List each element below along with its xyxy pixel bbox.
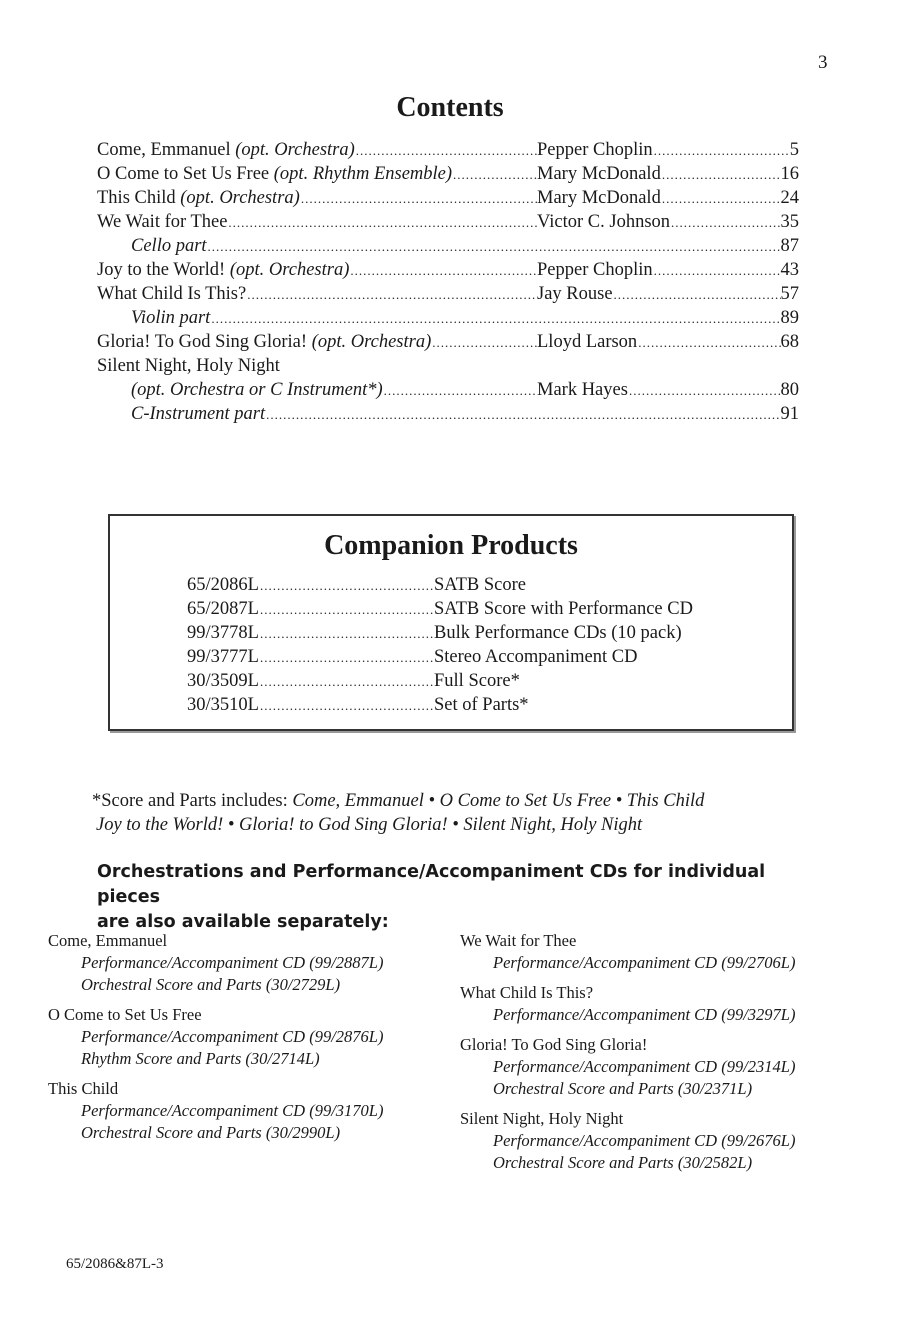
companion-code-cell xyxy=(187,671,434,692)
toc-composer-cell xyxy=(537,164,799,185)
separately-heading-line1: Orchestrations and Performance/Accompaniment CDs for individual pieces xyxy=(97,862,766,907)
companion-leader xyxy=(259,578,434,594)
separately-right-column xyxy=(460,930,880,1182)
separately-entry-item: Performance/Accompaniment CD (99/2314L) xyxy=(493,1057,796,1076)
toc-page-number: 35 xyxy=(780,212,799,232)
toc-title xyxy=(97,380,383,401)
companion-products-box xyxy=(108,514,794,731)
companion-desc: Set of Parts* xyxy=(434,695,529,715)
separately-entry xyxy=(48,1078,448,1144)
toc-row xyxy=(97,188,799,212)
toc-page-number: 16 xyxy=(780,164,799,184)
separately-entry xyxy=(460,1108,880,1174)
toc-composer: Mary McDonald xyxy=(537,188,661,208)
separately-entry-title: This Child xyxy=(48,1079,119,1098)
companion-code: 65/2087L xyxy=(187,599,259,619)
toc-title xyxy=(97,284,246,305)
toc-row xyxy=(97,380,799,404)
toc-title xyxy=(97,404,265,425)
toc-composer: Lloyd Larson xyxy=(537,332,638,352)
separately-entry-item: Orchestral Score and Parts (30/2371L) xyxy=(493,1079,753,1098)
companion-products-list xyxy=(187,575,747,719)
toc-title-text: Gloria! To God Sing Gloria! xyxy=(97,332,312,352)
toc-page-number: 24 xyxy=(780,188,799,208)
toc-composer: Mary McDonald xyxy=(537,164,661,184)
toc-row xyxy=(97,212,799,236)
separately-entry-title: Silent Night, Holy Night xyxy=(460,1109,624,1128)
separately-entry-title: We Wait for Thee xyxy=(460,931,577,950)
separately-entry-item: Performance/Accompaniment CD (99/2676L) xyxy=(493,1131,796,1150)
companion-desc: Full Score* xyxy=(434,671,520,691)
toc-leader xyxy=(300,191,537,207)
separately-entry-title: What Child Is This? xyxy=(460,983,594,1002)
toc-title-cell xyxy=(97,188,537,209)
separately-heading-line2: are also available separately: xyxy=(97,912,389,932)
toc-title-text: Come, Emmanuel xyxy=(97,140,236,160)
separately-entry-item: Orchestral Score and Parts (30/2729L) xyxy=(81,975,341,994)
toc-leader xyxy=(653,143,790,159)
score-parts-note xyxy=(92,789,704,837)
toc-title-italic: C-Instrument part xyxy=(131,404,266,424)
toc-title-italic: (opt. Orchestra) xyxy=(235,140,355,160)
companion-row xyxy=(187,575,747,599)
toc-title-text: Silent Night, Holy Night xyxy=(97,356,280,376)
toc-page-number: 91 xyxy=(780,404,799,424)
companion-code: 30/3510L xyxy=(187,695,259,715)
toc-leader xyxy=(227,215,537,231)
toc-composer-cell xyxy=(537,212,799,233)
companion-row xyxy=(187,647,747,671)
toc-leader xyxy=(431,335,537,351)
separately-entry xyxy=(460,930,880,974)
toc-title xyxy=(97,332,431,353)
page-number: 3 xyxy=(818,52,828,73)
companion-code: 30/3509L xyxy=(187,671,259,691)
separately-entry-item: Performance/Accompaniment CD (99/3297L) xyxy=(493,1005,796,1024)
toc-row xyxy=(97,332,799,356)
companion-code: 65/2086L xyxy=(187,575,259,595)
toc-page-number: 68 xyxy=(780,332,799,352)
toc-title xyxy=(97,140,355,161)
separately-entry-item: Performance/Accompaniment CD (99/2887L) xyxy=(81,953,384,972)
toc-leader xyxy=(452,167,537,183)
separately-entry-item: Rhythm Score and Parts (30/2714L) xyxy=(81,1049,320,1068)
companion-code-cell xyxy=(187,647,434,668)
toc-title-text: We Wait for Thee xyxy=(97,212,228,232)
toc-title-cell xyxy=(97,284,537,305)
companion-row xyxy=(187,599,747,623)
separately-left-column xyxy=(48,930,448,1152)
toc-title-italic: (opt. Orchestra) xyxy=(311,332,432,352)
separately-entry xyxy=(460,1034,880,1100)
toc-composer: Jay Rouse xyxy=(537,284,613,304)
companion-code: 99/3778L xyxy=(187,623,259,643)
companion-leader xyxy=(259,626,434,642)
toc-row xyxy=(97,164,799,188)
companion-code-cell xyxy=(187,695,434,716)
separately-heading xyxy=(97,860,817,935)
separately-entry-item: Orchestral Score and Parts (30/2990L) xyxy=(81,1123,341,1142)
toc-title-text: O Come to Set Us Free xyxy=(97,164,274,184)
toc-title-cell xyxy=(97,308,799,329)
toc-composer-cell xyxy=(537,260,799,281)
toc-composer: Mark Hayes xyxy=(537,380,628,400)
note-prefix: *Score and Parts includes: xyxy=(92,791,293,811)
companion-products-title: Companion Products xyxy=(324,530,578,561)
toc-leader xyxy=(628,383,781,399)
companion-desc: SATB Score with Performance CD xyxy=(434,599,693,619)
toc-title xyxy=(97,356,280,377)
toc-title-cell xyxy=(97,332,537,353)
toc-title-italic: (opt. Orchestra) xyxy=(180,188,300,208)
separately-entry xyxy=(48,930,448,996)
toc-composer: Pepper Choplin xyxy=(537,140,653,160)
toc-leader xyxy=(653,263,781,279)
separately-entry xyxy=(48,1004,448,1070)
toc-leader xyxy=(207,239,781,255)
toc-composer-cell xyxy=(537,380,799,401)
toc-leader xyxy=(613,287,781,303)
toc-composer: Victor C. Johnson xyxy=(537,212,671,232)
toc-title-cell xyxy=(97,380,537,401)
toc-leader xyxy=(383,383,537,399)
toc-leader xyxy=(349,263,537,279)
toc-title xyxy=(97,236,207,257)
toc-leader xyxy=(246,287,537,303)
companion-desc: SATB Score xyxy=(434,575,526,595)
companion-code-cell xyxy=(187,599,434,620)
companion-leader xyxy=(259,674,434,690)
toc-title xyxy=(97,308,210,329)
toc-title xyxy=(97,188,300,209)
toc-title xyxy=(97,260,349,281)
toc-page-number: 89 xyxy=(780,308,799,328)
toc-title-text: Joy to the World! xyxy=(97,260,230,280)
toc-page-number: 80 xyxy=(780,380,799,400)
toc-leader xyxy=(355,143,537,159)
note-line1: Come, Emmanuel • O Come to Set Us Free • This Child xyxy=(292,791,705,811)
toc-leader xyxy=(670,215,780,231)
toc-leader xyxy=(661,167,781,183)
companion-code: 99/3777L xyxy=(187,647,259,667)
separately-entry-item: Performance/Accompaniment CD (99/2876L) xyxy=(81,1027,384,1046)
toc-page-number: 43 xyxy=(780,260,799,280)
toc-title-italic: (opt. Orchestra) xyxy=(229,260,350,280)
toc-row xyxy=(97,260,799,284)
toc-row xyxy=(97,140,799,164)
toc-composer-cell xyxy=(537,284,799,305)
companion-leader xyxy=(259,650,434,666)
companion-row xyxy=(187,623,747,647)
separately-entry-item: Performance/Accompaniment CD (99/2706L) xyxy=(493,953,796,972)
separately-entry-title: Come, Emmanuel xyxy=(48,931,168,950)
footer-code: 65/2086&87L-3 xyxy=(66,1256,164,1272)
separately-entry-item: Performance/Accompaniment CD (99/3170L) xyxy=(81,1101,384,1120)
toc-title-cell xyxy=(97,140,537,161)
toc-composer-cell xyxy=(537,188,799,209)
toc-leader xyxy=(661,191,781,207)
separately-entry xyxy=(460,982,880,1026)
companion-code-cell xyxy=(187,575,434,596)
companion-leader xyxy=(259,698,434,714)
separately-entry-title: O Come to Set Us Free xyxy=(48,1005,202,1024)
toc-title-cell xyxy=(97,404,799,425)
toc-title xyxy=(97,212,227,233)
toc-title-cell xyxy=(97,260,537,281)
toc-title-text: What Child Is This? xyxy=(97,284,247,304)
page-title: Contents xyxy=(396,92,504,123)
companion-desc: Bulk Performance CDs (10 pack) xyxy=(434,623,682,643)
note-line2: Joy to the World! • Gloria! to God Sing Gloria! • Silent Night, Holy Night xyxy=(96,815,643,835)
toc-title-cell xyxy=(97,236,799,257)
table-of-contents xyxy=(97,140,799,428)
toc-title-text: This Child xyxy=(97,188,181,208)
toc-title xyxy=(97,164,452,185)
toc-row xyxy=(97,356,799,380)
toc-title-italic: (opt. Orchestra or C Instrument*) xyxy=(131,380,383,400)
companion-leader xyxy=(259,602,434,618)
toc-leader xyxy=(210,311,780,327)
toc-row xyxy=(97,284,799,308)
toc-title-italic: (opt. Rhythm Ensemble) xyxy=(273,164,453,184)
toc-page-number: 87 xyxy=(780,236,799,256)
toc-page-number: 5 xyxy=(789,140,799,160)
toc-row xyxy=(97,404,799,428)
companion-row xyxy=(187,695,747,719)
separately-entry-item: Orchestral Score and Parts (30/2582L) xyxy=(493,1153,753,1172)
toc-title-italic: Cello part xyxy=(131,236,207,256)
toc-leader xyxy=(637,335,780,351)
toc-row xyxy=(97,236,799,260)
toc-title-italic: Violin part xyxy=(131,308,211,328)
toc-composer-cell xyxy=(537,140,799,161)
toc-composer-cell xyxy=(537,332,799,353)
toc-title-cell xyxy=(97,356,799,377)
toc-title-cell xyxy=(97,164,537,185)
companion-row xyxy=(187,671,747,695)
toc-row xyxy=(97,308,799,332)
companion-code-cell xyxy=(187,623,434,644)
separately-entry-title: Gloria! To God Sing Gloria! xyxy=(460,1035,648,1054)
toc-composer: Pepper Choplin xyxy=(537,260,653,280)
toc-page-number: 57 xyxy=(780,284,799,304)
toc-leader xyxy=(265,407,780,423)
toc-title-cell xyxy=(97,212,537,233)
companion-desc: Stereo Accompaniment CD xyxy=(434,647,638,667)
